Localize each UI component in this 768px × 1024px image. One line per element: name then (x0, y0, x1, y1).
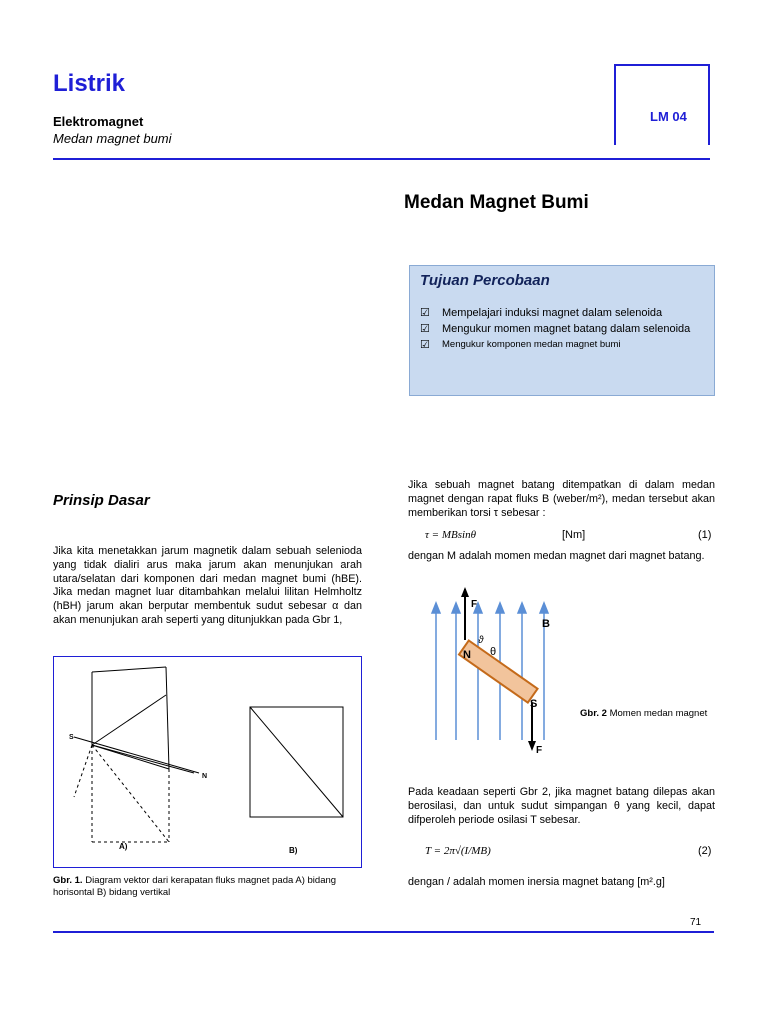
field-label: B (542, 618, 550, 630)
section-subtitle: Elektromagnet (53, 114, 144, 129)
panel-b-label: B) (289, 846, 298, 855)
force-label-top: F (471, 599, 478, 610)
figure-1-caption: Gbr. 1. Diagram vektor dari kerapatan fluks magnet pada A) bidang horisontal B) bidang vertikal (53, 875, 337, 898)
force-label-bottom: F (536, 745, 543, 756)
checkbox-icon: ☑ (420, 339, 430, 351)
page-heading: Medan Magnet Bumi (404, 192, 589, 213)
equation-2: T = 2π√(I/MB) (425, 845, 491, 857)
code-box (614, 64, 710, 145)
page-number: 71 (690, 917, 702, 928)
figure-1 (53, 656, 362, 868)
south-pole-label: S (530, 698, 538, 710)
chapter-title: Listrik (53, 70, 126, 97)
equation-1: τ = MBsinθ (425, 529, 476, 541)
label-n: N (202, 773, 208, 780)
figure-2 (420, 585, 570, 760)
objectives-box (409, 265, 715, 396)
checkbox-icon: ☑ (420, 307, 430, 319)
topic-subtitle: Medan magnet bumi (53, 131, 172, 146)
equation-1-unit: [Nm] (562, 529, 586, 541)
north-pole-label: N (463, 649, 471, 661)
objective-item: ☑ Mengukur momen magnet batang dalam selenoida (420, 323, 691, 335)
paragraph: Jika sebuah magnet batang ditempatkan di dalam medan magnet dengan rapat fluks B (weber/m²), medan tersebut akan memberikan torsi τ sebesar : (408, 479, 715, 519)
objective-item: ☑ Mengukur komponen medan magnet bumi (420, 339, 621, 351)
panel-a-label: A) (119, 842, 128, 851)
objectives-title: Tujuan Percobaan (420, 272, 550, 289)
theta-label: θ (490, 646, 497, 658)
paragraph: dengan M adalah momen medan magnet dari magnet batang. (408, 550, 705, 562)
checkbox-icon: ☑ (420, 323, 430, 335)
footer-divider (53, 931, 714, 933)
equation-2-number: (2) (698, 845, 712, 857)
header-divider (53, 158, 710, 160)
equation-1-number: (1) (698, 529, 712, 541)
objective-item: ☑ Mempelajari induksi magnet dalam selenoida (420, 307, 663, 319)
vector-diagram (54, 657, 360, 866)
experiment-code: LM 04 (650, 109, 687, 124)
paragraph: dengan / adalah momen inersia magnet batang [m².g] (408, 876, 665, 888)
section-heading: Prinsip Dasar (53, 492, 150, 509)
paragraph: Jika kita menetakkan jarum magnetik dalam sebuah selenioda yang tidak dialiri arus maka jarum akan menunjukan arah utara/selatan dari komponen dari medan magnet bumi (hBE). Jika medan magnet luar ditambahkan melalui lilitan Helmholtz (hBH) jarum akan berputar membentuk sudut sebesar α dan akan menunjukan arah seperti yang ditunjukkan pada Gbr 1, (53, 545, 362, 626)
paragraph: Pada keadaan seperti Gbr 2, jika magnet batang dilepas akan berosilasi, dan untuk sudut simpangan θ yang kecil, dapat difperoleh periode osilasi T sebesar. (408, 786, 715, 826)
theta-label-2: ϑ (478, 635, 484, 646)
figure-2-caption: Gbr. 2 Momen medan magnet (580, 708, 708, 719)
label-s: S (69, 734, 74, 741)
